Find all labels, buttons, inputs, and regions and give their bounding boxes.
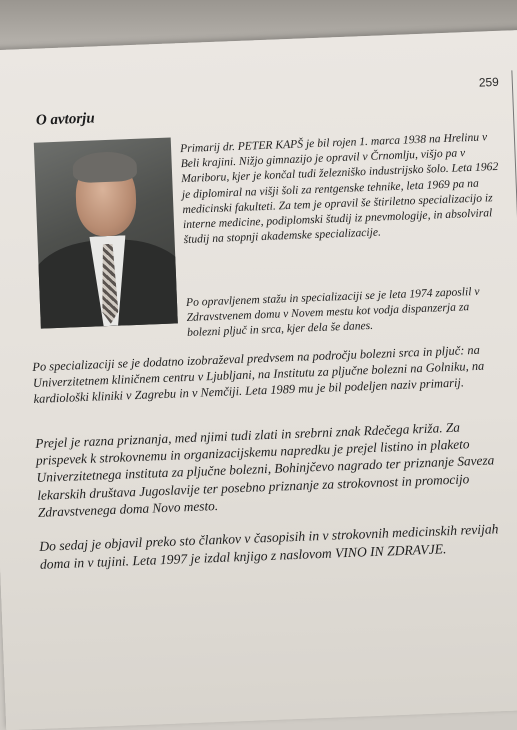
author-portrait [34, 138, 178, 329]
bio-practice-paragraph: Po opravljenem stažu in specializaciji se je leta 1974 zaposlil v Zdravstvenem domu v Novem mestu kot vodja dispanzerja za bolezni pljuč in srca, kjer dela še danes. [185, 284, 480, 340]
book-page [0, 29, 517, 730]
bio-training-paragraph: Po specializaciji se je dodatno izobraževal predvsem na področju bolezni srca in pljuč: na Univerzitetnem kliničnem centru v Ljubljani, na Institutu za pljučne bolezni na Golniku, na kardiološki kliniki v Zagrebu in v Nemčiji. Leta 1989 mu je bil podeljen naziv primarij. [32, 342, 485, 406]
page-margin-rule [511, 70, 517, 710]
bio-publications-paragraph: Do sedaj je objavil preko sto člankov v časopisih in v strokovnih medicinskih revijah doma in v tujini. Leta 1997 je izdal knjigo z naslovom VINO IN ZDRAVJE. [38, 521, 499, 572]
section-title: O avtorju [35, 110, 95, 129]
bio-awards-paragraph: Prejel je razna priznanja, med njimi tudi zlati in srebrni znak Rdečega križa. Za prispevek k strokovnemu in organizacijskemu napredku je prejel listino in plaketo Univerzitetnega instituta za pljučne bolezni, Bohinjčevo nagrado ter priznanje Saveza lekarskih društava Jugoslavije ter posebno priznanje za strokovnost in promocijo Zdravstvenega doma Novo mesto. [35, 419, 495, 520]
page-number: 259 [478, 74, 500, 90]
bio-intro-paragraph: Primarij dr. PETER KAPŠ je bil rojen 1. marca 1938 na Hrelinu v Beli krajini. Nižjo gimnazijo je opravil v Črnomlju, višjo pa v Mariboru, kjer je končal tudi železniško industrijsko šolo. Leta 1962 je diplomiral na višji šoli za rentgenske tehnike, leta 1969 pa na medicinski fakulteti. Za tem je opravil še štiriletno specializacijo iz interne medicine, podiplomski študij iz pnevmologije, in absolviral študij na stopnji akademske specializacije. [179, 130, 499, 247]
